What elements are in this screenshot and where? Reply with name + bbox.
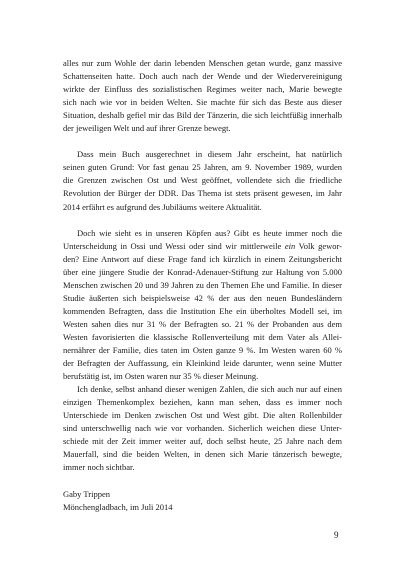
paragraph-4 — [63, 383, 342, 474]
paragraph-gap — [63, 475, 342, 488]
paragraph-gap — [63, 214, 342, 227]
text-line: sich nach wie vor in beiden Welten. Sie machte für sich das Beste aus dieser — [63, 97, 342, 108]
text-line: Westen favorisierten die klassische Rollenverteilung mit dem Vater als Allei- — [63, 331, 342, 342]
text-line: Studie äußerten sich beispielsweise 42 % der aus den neuen Bundesländern — [63, 292, 342, 303]
text-line: Revolution der Bürger der DDR. Das Thema ist stets präsent gewesen, im Jahr — [63, 188, 342, 199]
signature-block — [63, 488, 342, 514]
text-line: Unterschiede im Denken zwischen Ost und West gibt. Die alten Rollenbilder — [63, 410, 342, 421]
text-line: berufstätig ist, im Osten waren nur 35 % dieser Meinung. — [63, 371, 259, 382]
text-line: Westen sahen dies nur 31 % der Befragten so. 21 % der Probanden aus dem — [63, 318, 342, 329]
text-line: Ich denke, selbst anhand dieser wenigen Zahlen, die sich auch nur auf einen — [77, 384, 342, 395]
text-line: einzigen Themenkomplex beziehen, kann man sehen, dass es immer noch — [63, 397, 342, 408]
paragraph-3 — [63, 227, 342, 384]
text-line: 2014 erfährt es aufgrund des Jubiläums weitere Aktualität. — [63, 201, 262, 212]
author-name: Gaby Trippen — [63, 488, 110, 499]
text-line: Dass mein Buch ausgerechnet in diesem Jahr erscheint, hat natürlich — [77, 149, 342, 160]
text-line: sind unterschwellig nach wie vor vorhanden. Sicherlich weichen diese Unter- — [63, 423, 342, 434]
text-line: Situation, deshalb gefiel mir das Bild der Tänzerin, die sich leichtfüßig innerhalb — [63, 110, 342, 121]
paragraph-1 — [63, 57, 342, 135]
document-body — [63, 57, 342, 514]
text-line: Mauerfall, sind die beiden Welten, in denen sich Marie tänzerisch bewegte, — [63, 449, 342, 460]
text-line: Menschen zwischen 20 und 39 Jahren zu den Themen Ehe und Familie. In dieser — [63, 279, 342, 290]
text-line: wirkte der Einfluss des sozialistischen Regimes weiter nach, Marie bewegte — [63, 84, 342, 95]
text-line: immer noch sichtbar. — [63, 462, 135, 473]
text-line: Schattenseiten hatte. Doch auch nach der Wende und der Wiedervereinigung — [63, 71, 342, 82]
emphasis: ein — [284, 240, 296, 251]
page-number: 9 — [334, 530, 339, 540]
paragraph-2 — [63, 148, 342, 213]
text-line: über eine jüngere Studie der Konrad-Adenauer-Stiftung zur Haltung von 5.000 — [63, 266, 342, 277]
text-line: der Befragten der Auffassung, ein Kleinkind leide darunter, wenn seine Mutter — [63, 358, 342, 369]
paragraph-gap — [63, 135, 342, 148]
text-line: alles nur zum Wohle der darin lebenden Menschen getan wurde, ganz massive — [63, 58, 342, 68]
text-line: schiede mit der Zeit immer weiter auf, doch selbst heute, 25 Jahre nach dem — [63, 436, 342, 447]
text-line: nernährer der Familie, dies taten im Osten ganze 9 %. Im Westen waren 60 % — [63, 345, 342, 356]
text-line: den? Eine Antwort auf diese Frage fand ich kürzlich in einem Zeitungsbericht — [63, 253, 342, 264]
text-line: kommenden Befragten, dass die Institution Ehe ein überholtes Modell sei, im — [63, 305, 342, 316]
place-and-date: Mönchengladbach, im Juli 2014 — [63, 501, 173, 512]
text-line: Doch wie sieht es in unseren Köpfen aus? Gibt es heute immer noch die — [77, 227, 342, 238]
text-line: die Grenzen zwischen Ost und West geöffnet, vollendete sich die friedliche — [63, 175, 342, 186]
text-line: Unterscheidung in Ossi und Wessi oder sind wir mittlerweile ein Volk gewor- — [63, 240, 343, 251]
text-line: seinen guten Grund: Vor fast genau 25 Jahren, am 9. November 1989, wurden — [63, 162, 342, 173]
text-line: der jeweiligen Welt und auf ihrer Grenze bewegt. — [63, 123, 231, 134]
